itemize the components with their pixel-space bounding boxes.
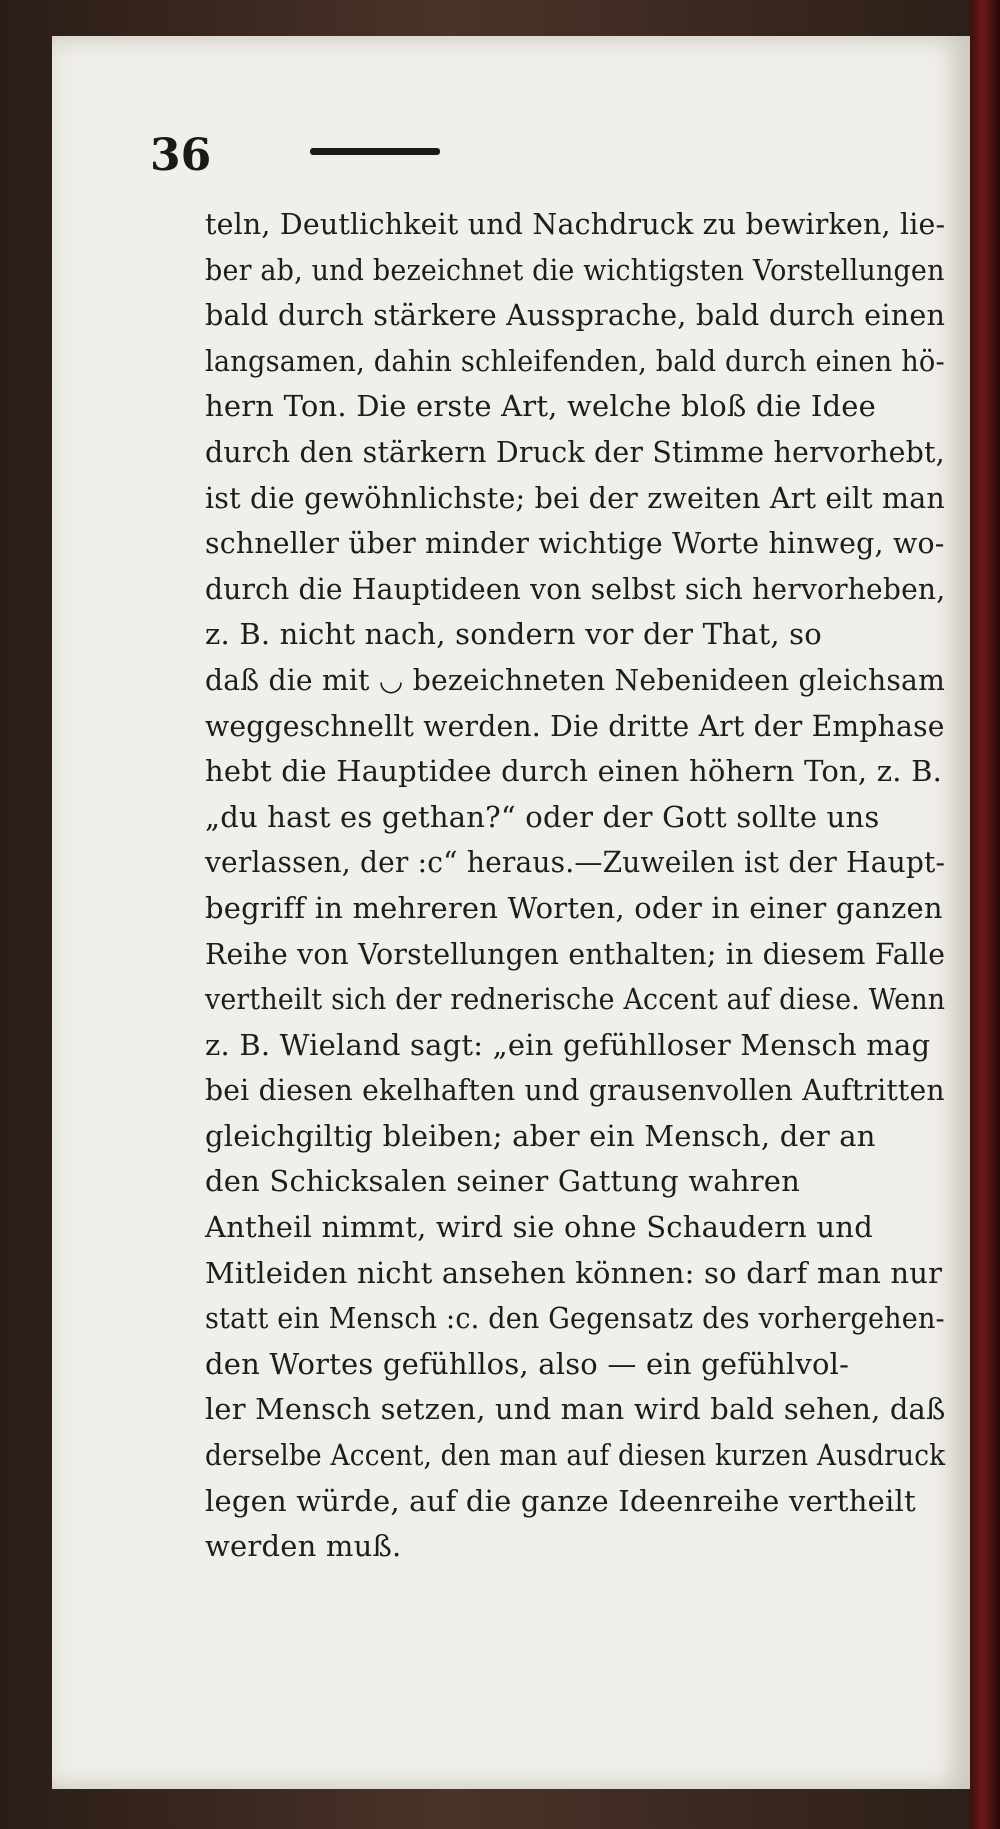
text-line: bald durch stärkere Aussprache, bald durch einen bbox=[205, 298, 946, 333]
text-line: bei diesen ekelhaften und grausenvollen Auftritten bbox=[205, 1073, 945, 1108]
text-line: den Schicksalen seiner Gattung wahren bbox=[205, 1164, 801, 1199]
text-line: derselbe Accent, den man auf diesen kurzen Ausdruck bbox=[205, 1438, 946, 1473]
book-spine-edge bbox=[970, 0, 1000, 1829]
text-line: hern Ton. Die erste Art, welche bloß die Idee bbox=[205, 389, 877, 424]
text-line: ler Mensch setzen, und man wird bald sehen, daß bbox=[205, 1392, 946, 1427]
text-line: begriff in mehreren Worten, oder in einer ganzen bbox=[205, 890, 943, 925]
text-line: durch den stärkern Druck der Stimme hervorhebt, bbox=[205, 434, 945, 469]
text-line: gleichgiltig bleiben; aber ein Mensch, der an bbox=[205, 1118, 876, 1153]
header-rule bbox=[310, 148, 440, 155]
text-line: z. B. nicht nach, sondern vor der That, so bbox=[205, 617, 822, 652]
text-line: teln, Deutlichkeit und Nachdruck zu bewirken, lie- bbox=[205, 207, 946, 241]
text-line: statt ein Mensch :c. den Gegensatz des vorhergehen- bbox=[205, 1301, 945, 1336]
text-line: daß die mit ◡ bezeichneten Nebenideen gleichsam bbox=[205, 662, 946, 697]
text-line: Mitleiden nicht ansehen können: so darf man nur bbox=[205, 1255, 943, 1290]
text-line: weggeschnellt werden. Die dritte Art der Emphase bbox=[205, 708, 945, 743]
text-line: durch die Hauptideen von selbst sich hervorheben, bbox=[205, 571, 946, 606]
text-line: den Wortes gefühllos, also — ein gefühlvol- bbox=[205, 1346, 850, 1381]
text-line: „du hast es gethan?“ oder der Gott sollte uns bbox=[205, 799, 880, 834]
text-line: hebt die Hauptidee durch einen höhern Ton, z. B. bbox=[205, 754, 943, 789]
text-line: schneller über minder wichtige Worte hinweg, wo- bbox=[205, 526, 945, 561]
page-number: 36 bbox=[150, 130, 212, 181]
body-text bbox=[205, 202, 945, 1570]
text-line: verlassen, der :c“ heraus.—Zuweilen ist der Haupt- bbox=[205, 845, 946, 880]
text-line: vertheilt sich der rednerische Accent auf diese. Wenn bbox=[205, 982, 946, 1017]
text-line: werden muß. bbox=[205, 1529, 402, 1564]
text-line: langsamen, dahin schleifenden, bald durch einen hö- bbox=[205, 343, 945, 378]
text-line: Antheil nimmt, wird sie ohne Schaudern und bbox=[205, 1210, 873, 1245]
page-header bbox=[150, 130, 950, 190]
text-line: legen würde, auf die ganze Ideenreihe vertheilt bbox=[205, 1483, 916, 1518]
text-line: z. B. Wieland sagt: „ein gefühlloser Mensch mag bbox=[205, 1027, 931, 1062]
text-line: Reihe von Vorstellungen enthalten; in diesem Falle bbox=[205, 936, 946, 971]
text-line: ist die gewöhnlichste; bei der zweiten Art eilt man bbox=[205, 480, 945, 515]
text-line: ber ab, und bezeichnet die wichtigsten Vorstellungen bbox=[205, 252, 945, 287]
